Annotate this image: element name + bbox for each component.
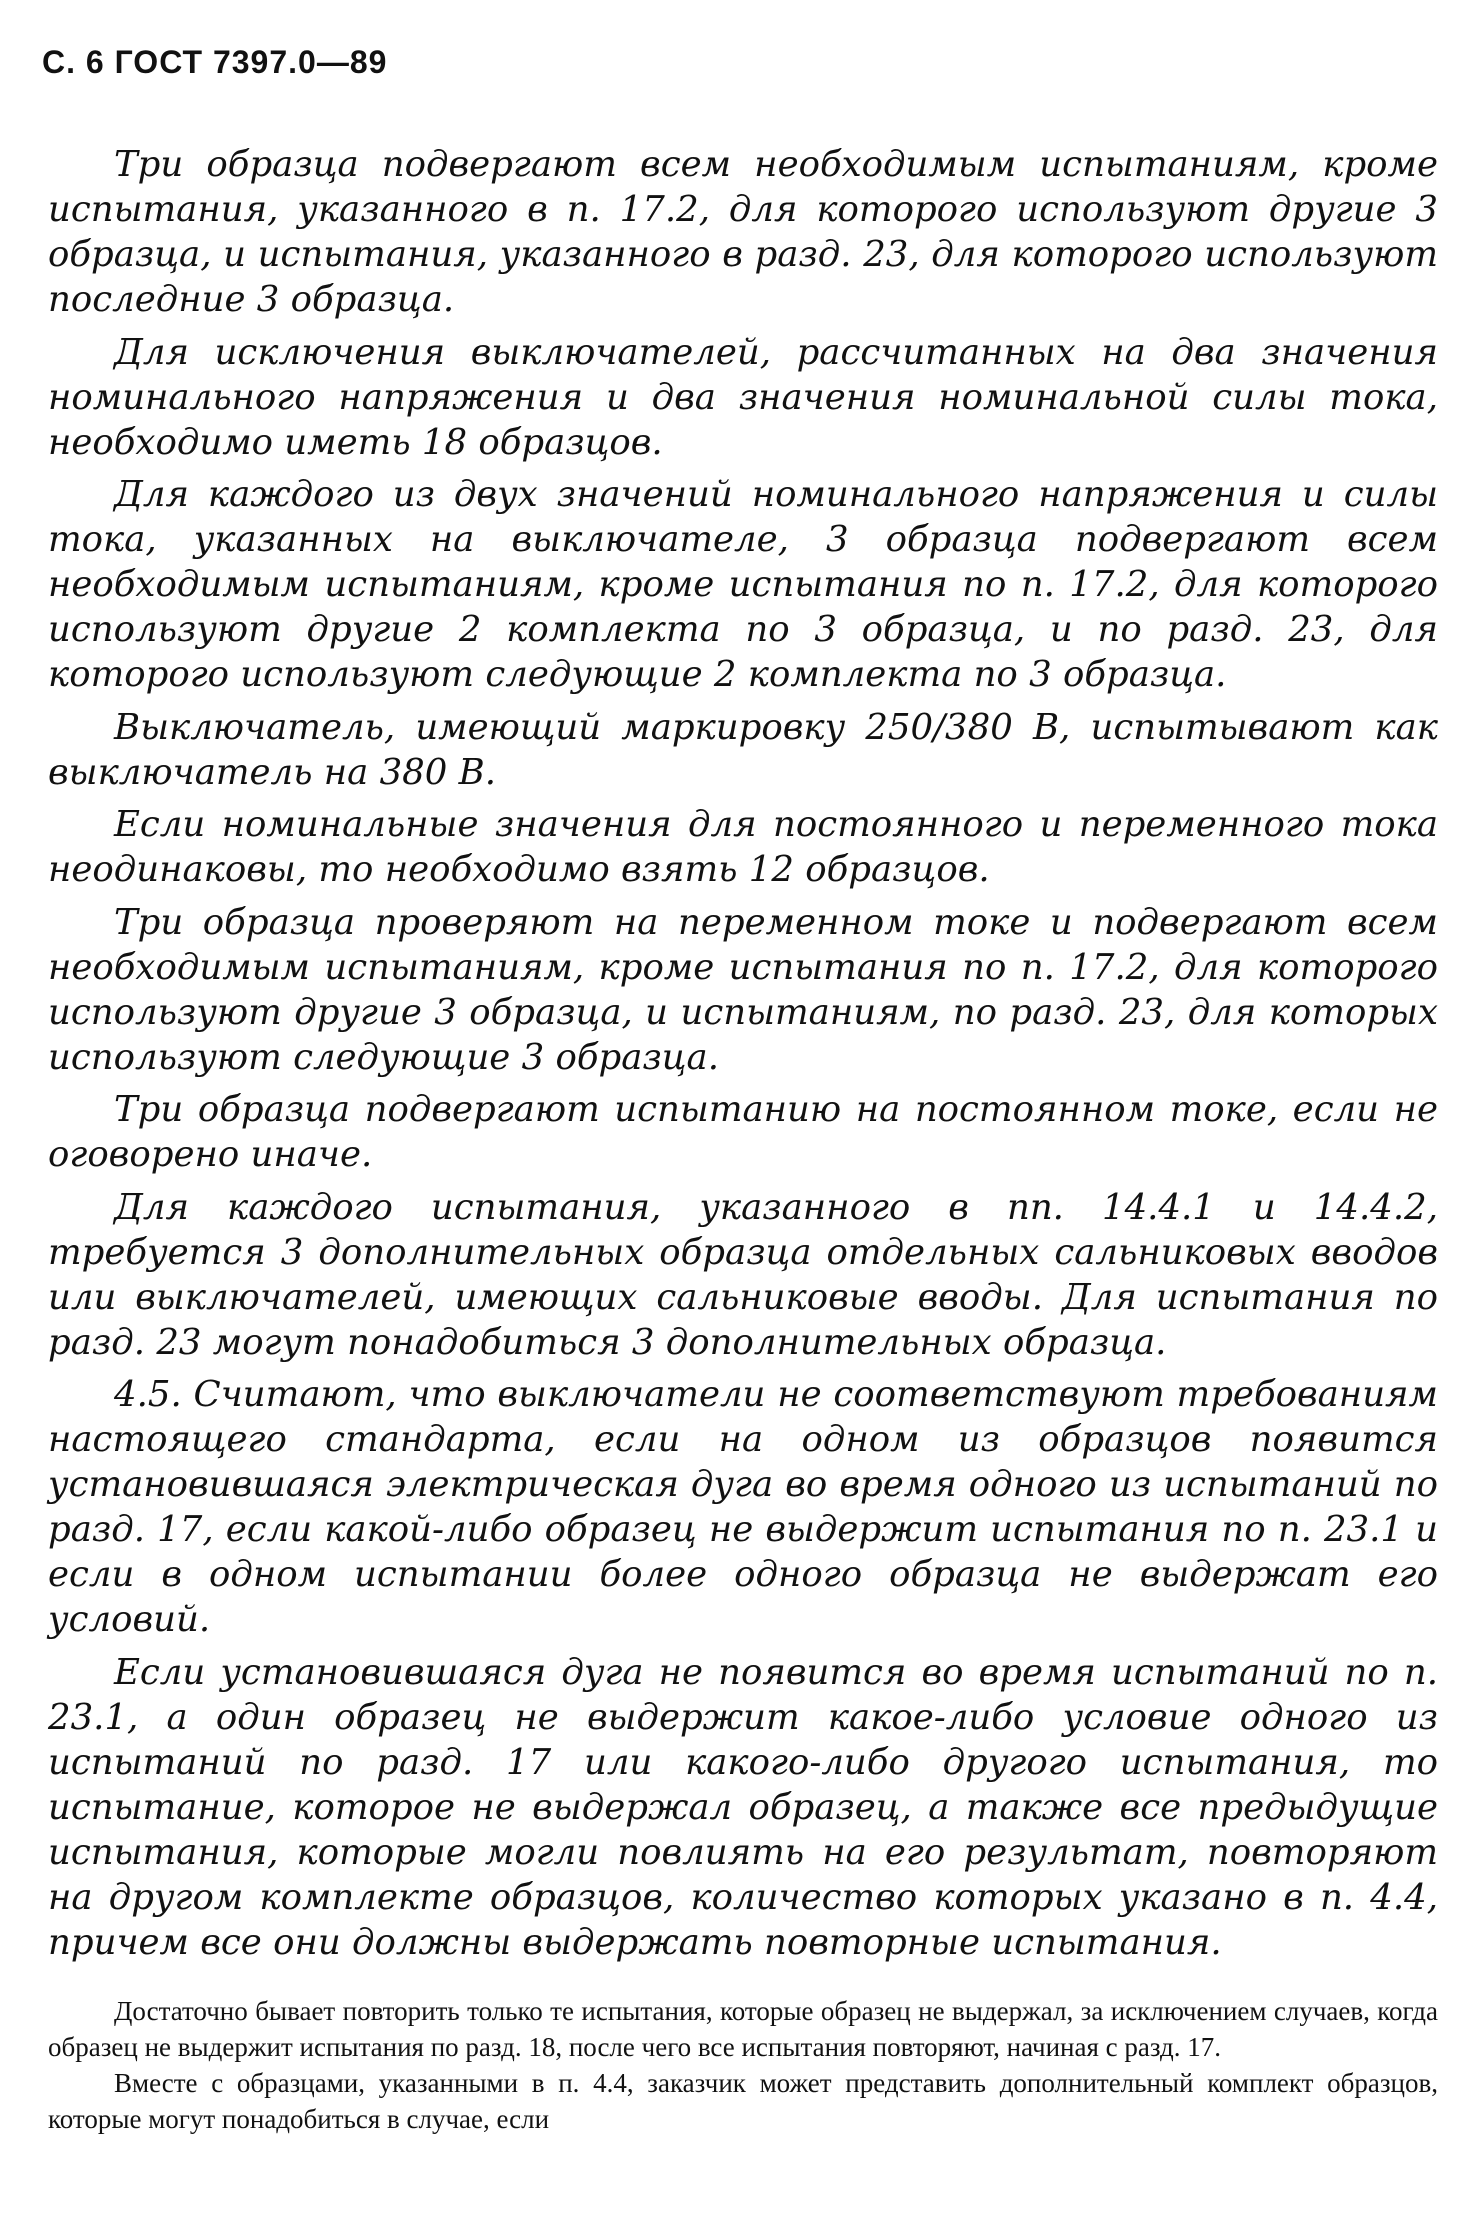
page-header: С. 6 ГОСТ 7397.0—89 [42,44,388,80]
main-text [48,142,1438,1972]
paragraph: Для каждого испытания, указанного в пп. 14.4.1 и 14.4.2, требуется 3 дополнительных образца отдельных сальниковых вводов или выключателей, имеющих сальниковые вводы. Для испытания по разд. 23 могут понадобиться 3 дополнительных образца. [48,1186,1438,1363]
note-paragraph: Достаточно бывает повторить только те испытания, которые образец не выдержал, за исключением случаев, когда образец не выдержит испытания по разд. 18, после чего все испытания повторяют, начиная с разд. 17. [48,1996,1438,2062]
paragraph: Для каждого из двух значений номинального напряжения и силы тока, указанных на выключателе, 3 образца подвергают всем необходимым испытаниям, кроме испытания по п. 17.2, для которого используют другие 2 комплекта по 3 образца, и по разд. 23, для которого используют следующие 2 комплекта по 3 образца. [48,474,1438,695]
paragraph: Если установившаяся дуга не появится во время испытаний по п. 23.1, а один образец не выдержит какое-либо условие одного из испытаний по разд. 17 или какого-либо другого испытания, то испытание, которое не выдержал образец, а также все предыдущие испытания, которые могли повлиять на его результат, повторяют на другом комплекте образцов, количество которых указано в п. 4.4, причем все они должны выдержать повторные испытания. [48,1651,1438,1963]
paragraph: Три образца проверяют на переменном токе и подвергают всем необходимым испытаниям, кроме испытания по п. 17.2, для которого используют другие 3 образца, и испытаниям, по разд. 23, для которых используют следующие 3 образца. [48,901,1438,1078]
paragraph: Три образца подвергают испытанию на постоянном токе, если не оговорено иначе. [48,1089,1438,1175]
note-text [48,1994,1438,2138]
note-paragraph: Вместе с образцами, указанными в п. 4.4, заказчик может представить дополнительный комплект образцов, которые могут понадобиться в случае, если [48,2068,1438,2134]
section-4-5-paragraph: 4.5. Считают, что выключатели не соответствуют требованиям настоящего стандарта, если на одном из образцов появится установившаяся электрическая дуга во время одного из испытаний по разд. 17, если какой-либо образец не выдержит испытания по п. 23.1 и если в одном испытании более одного образца не выдержат его условий. [48,1374,1438,1640]
paragraph: Три образца подвергают всем необходимым испытаниям, кроме испытания, указанного в п. 17.2, для которого используют другие 3 образца, и испытания, указанного в разд. 23, для которого используют последние 3 образца. [48,144,1438,320]
paragraph: Для исключения выключателей, рассчитанных на два значения номинального напряжения и два значения номинальной силы тока, необходимо иметь 18 образцов. [48,331,1438,463]
paragraph: Если номинальные значения для постоянного и переменного тока неодинаковы, то необходимо взять 12 образцов. [48,804,1438,890]
paragraph: Выключатель, имеющий маркировку 250/380 В, испытывают как выключатель на 380 В. [48,706,1438,793]
